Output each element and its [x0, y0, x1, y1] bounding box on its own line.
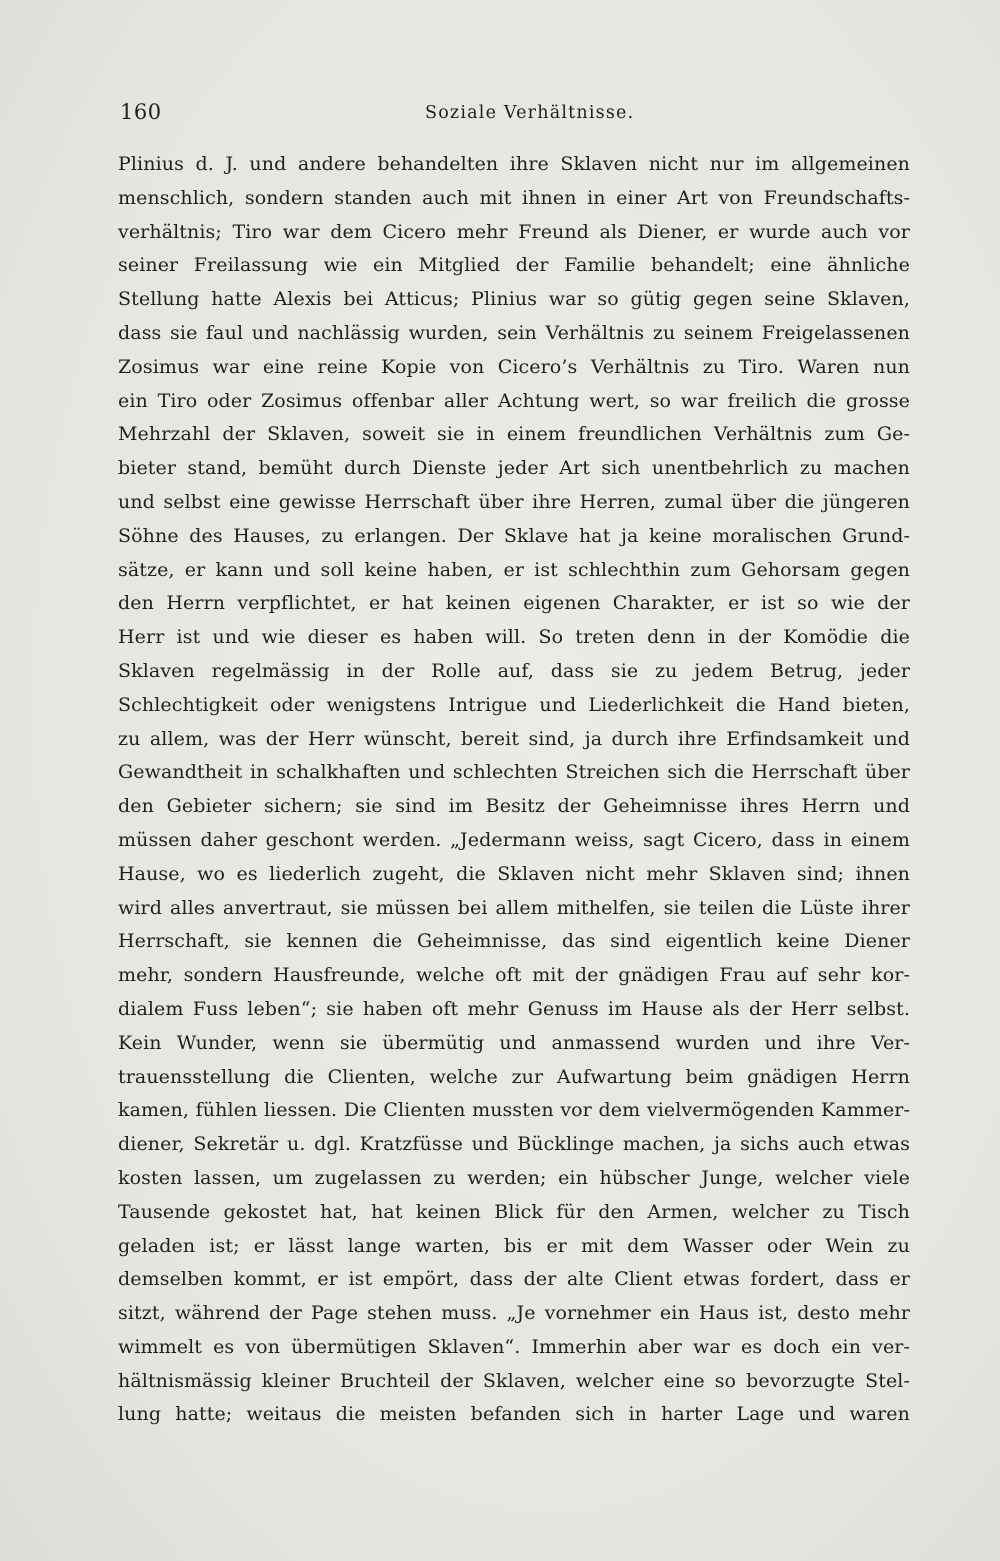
text-line: Sklaven regelmässig in der Rolle auf, dass sie zu jedem Betrug, jeder	[118, 659, 910, 682]
text-line: Zosimus war eine reine Kopie von Cicero’s Verhältnis zu Tiro. Waren nun	[118, 355, 910, 378]
text-line: Herr ist und wie dieser es haben will. So treten denn in der Komödie die	[118, 626, 910, 649]
text-line: geladen ist; er lässt lange warten, bis er mit dem Wasser oder Wein zu	[118, 1234, 910, 1257]
text-line: sitzt, während der Page stehen muss. „Je vornehmer ein Haus ist, desto mehr	[118, 1302, 910, 1325]
text-line: Tausende gekostet hat, hat keinen Blick für den Armen, welcher zu Tisch	[118, 1200, 910, 1223]
text-line: Plinius d. J. und andere behandelten ihre Sklaven nicht nur im allgemeinen	[118, 153, 910, 175]
text-line: seiner Freilassung wie ein Mitglied der Familie behandelt; eine ähnliche	[118, 254, 910, 277]
text-line: Stellung hatte Alexis bei Atticus; Plinius war so gütig gegen seine Sklaven,	[118, 288, 910, 311]
text-line: dialem Fuss leben“; sie haben oft mehr Genuss im Hause als der Herr selbst.	[118, 997, 910, 1020]
text-line: wird alles anvertraut, sie müssen bei allem mithelfen, sie teilen die Lüste ihrer	[118, 896, 910, 919]
text-line: dass sie faul und nachlässig wurden, sein Verhältnis zu seinem Freigelassenen	[118, 321, 910, 344]
text-line: demselben kommt, er ist empört, dass der alte Client etwas fordert, dass er	[118, 1268, 910, 1291]
text-line: Schlechtigkeit oder wenigstens Intrigue und Liederlichkeit die Hand bieten,	[118, 693, 910, 716]
text-line: menschlich, sondern standen auch mit ihnen in einer Art von Freundschafts-	[118, 186, 910, 209]
text-line: diener, Sekretär u. dgl. Kratzfüsse und Bücklinge machen, ja sichs auch etwas	[118, 1133, 910, 1156]
text-line: Söhne des Hauses, zu erlangen. Der Sklave hat ja keine moralischen Grund-	[118, 524, 910, 547]
text-line: Kein Wunder, wenn sie übermütig und anmassend wurden und ihre Ver-	[118, 1031, 910, 1054]
text-line: bieter stand, bemüht durch Dienste jeder Art sich unentbehrlich zu machen	[118, 457, 910, 480]
body-text	[118, 148, 910, 1432]
text-line: Gewandtheit in schalkhaften und schlechten Streichen sich die Herrschaft über	[118, 761, 910, 784]
text-line: müssen daher geschont werden. „Jedermann weiss, sagt Cicero, dass in einem	[118, 828, 910, 851]
running-title: Soziale Verhältnisse.	[425, 103, 635, 123]
text-line: Hause, wo es liederlich zugeht, die Sklaven nicht mehr Sklaven sind; ihnen	[118, 862, 910, 885]
text-line: ein Tiro oder Zosimus offenbar aller Achtung wert, so war freilich die grosse	[118, 389, 910, 412]
text-line: den Herrn verpflichtet, er hat keinen eigenen Charakter, er ist so wie der	[118, 592, 910, 615]
running-head	[120, 100, 908, 130]
text-line: wimmelt es von übermütigen Sklaven“. Immerhin aber war es doch ein ver-	[118, 1335, 910, 1358]
page-number: 160	[120, 100, 162, 124]
text-line: den Gebieter sichern; sie sind im Besitz der Geheimnisse ihres Herrn und	[118, 795, 910, 818]
text-line: Herrschaft, sie kennen die Geheimnisse, das sind eigentlich keine Diener	[118, 930, 910, 953]
text-line: kamen, fühlen liessen. Die Clienten mussten vor dem vielvermögenden Kammer-	[118, 1099, 910, 1122]
text-line: mehr, sondern Hausfreunde, welche oft mit der gnädigen Frau auf sehr kor-	[118, 964, 910, 987]
text-line: hältnismässig kleiner Bruchteil der Sklaven, welcher eine so bevorzugte Stel-	[118, 1369, 910, 1392]
text-line: lung hatte; weitaus die meisten befanden sich in harter Lage und waren	[118, 1403, 910, 1426]
text-line: kosten lassen, um zugelassen zu werden; ein hübscher Junge, welcher viele	[118, 1166, 910, 1189]
text-line: Mehrzahl der Sklaven, soweit sie in einem freundlichen Verhältnis zum Ge-	[118, 423, 910, 446]
text-line: trauensstellung die Clienten, welche zur Aufwartung beim gnädigen Herrn	[118, 1065, 910, 1088]
text-line: sätze, er kann und soll keine haben, er ist schlechthin zum Gehorsam gegen	[118, 558, 910, 581]
text-line: und selbst eine gewisse Herrschaft über ihre Herren, zumal über die jüngeren	[118, 490, 910, 513]
text-line: verhältnis; Tiro war dem Cicero mehr Freund als Diener, er wurde auch vor	[118, 220, 910, 243]
text-line: zu allem, was der Herr wünscht, bereit sind, ja durch ihre Erfindsamkeit und	[118, 727, 910, 750]
